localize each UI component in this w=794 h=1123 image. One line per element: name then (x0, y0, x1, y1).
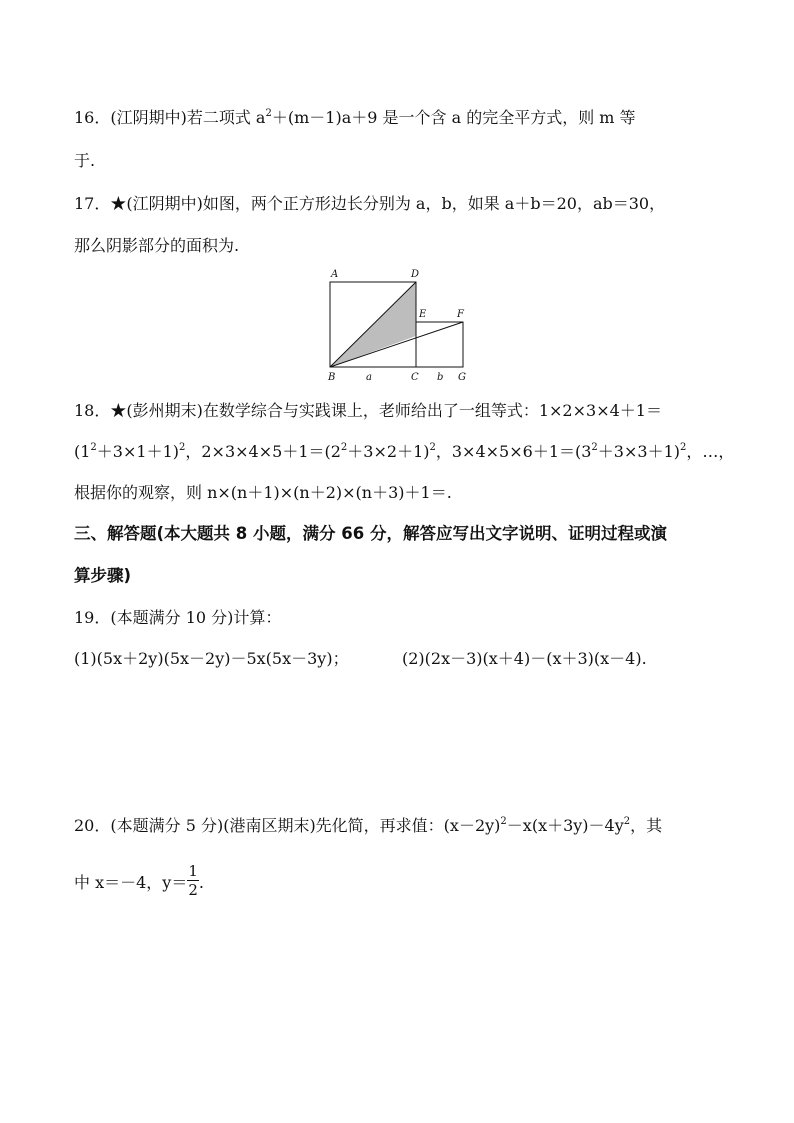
label-e: E (419, 309, 427, 320)
q19-part2: (2)(2x－3)(x＋4)－(x＋3)(x－4). (402, 649, 647, 668)
q16-line1: 16．(江阴期中)若二项式 $a^2+(m-1)a+9$ 是一个含 a 的完全平方式，则 m 等 (74, 108, 636, 127)
q17-line2: 那么阴影部分的面积为. (74, 236, 240, 255)
two-squares-figure (323, 265, 473, 385)
label-length-a: a (366, 372, 372, 383)
q19-title: 19．(本题满分 10 分)计算： (74, 608, 282, 627)
label-a-vertex: A (331, 269, 339, 280)
q20-line2: 中 x＝－4，y＝ $\frac{1}{2}$ . (74, 862, 204, 899)
q20-line1: 20．(本题满分 5 分)(港南区期末)先化简，再求值：$(x-2y)^2-x(x+3y)-4y^2$，其 (74, 816, 663, 835)
q18-line1: 18．★(彭州期末)在数学综合与实践课上，老师给出了一组等式：1×2×3×4＋1＝ (74, 401, 662, 420)
label-f: F (457, 309, 464, 320)
label-d: D (411, 269, 420, 280)
q16-line2: 于. (74, 151, 96, 170)
section3-heading-line2: 算步骤) (74, 566, 132, 585)
fraction-one-half: $\frac{1}{2}$ (188, 862, 198, 899)
label-length-b: b (437, 372, 444, 383)
q19-part1: (1)(5x＋2y)(5x－2y)－5x(5x－3y)； (74, 649, 349, 668)
q18-line2: $(1^2+3\times 1+1)^2$，$2\times 3\times 4\times 5+1=(2^2+3\times 2+1)^2$，$3\times 4\times 5\times 6+1=(3^2+3\times 3+1)^2$，…， (74, 442, 735, 461)
small-square (416, 322, 463, 367)
section3-heading-line1: 三、解答题(本大题共 8 小题，满分 66 分，解答应写出文字说明、证明过程或演 (74, 524, 667, 543)
q18-line3: 根据你的观察，则 n×(n＋1)×(n＋2)×(n＋3)＋1＝. (74, 483, 452, 502)
label-b-vertex: B (328, 372, 336, 383)
q17-line1: 17．★(江阴期中)如图，两个正方形边长分别为 a，b，如果 a＋b＝20，ab＝30， (74, 194, 666, 213)
label-g: G (458, 372, 466, 383)
label-c: C (411, 372, 419, 383)
